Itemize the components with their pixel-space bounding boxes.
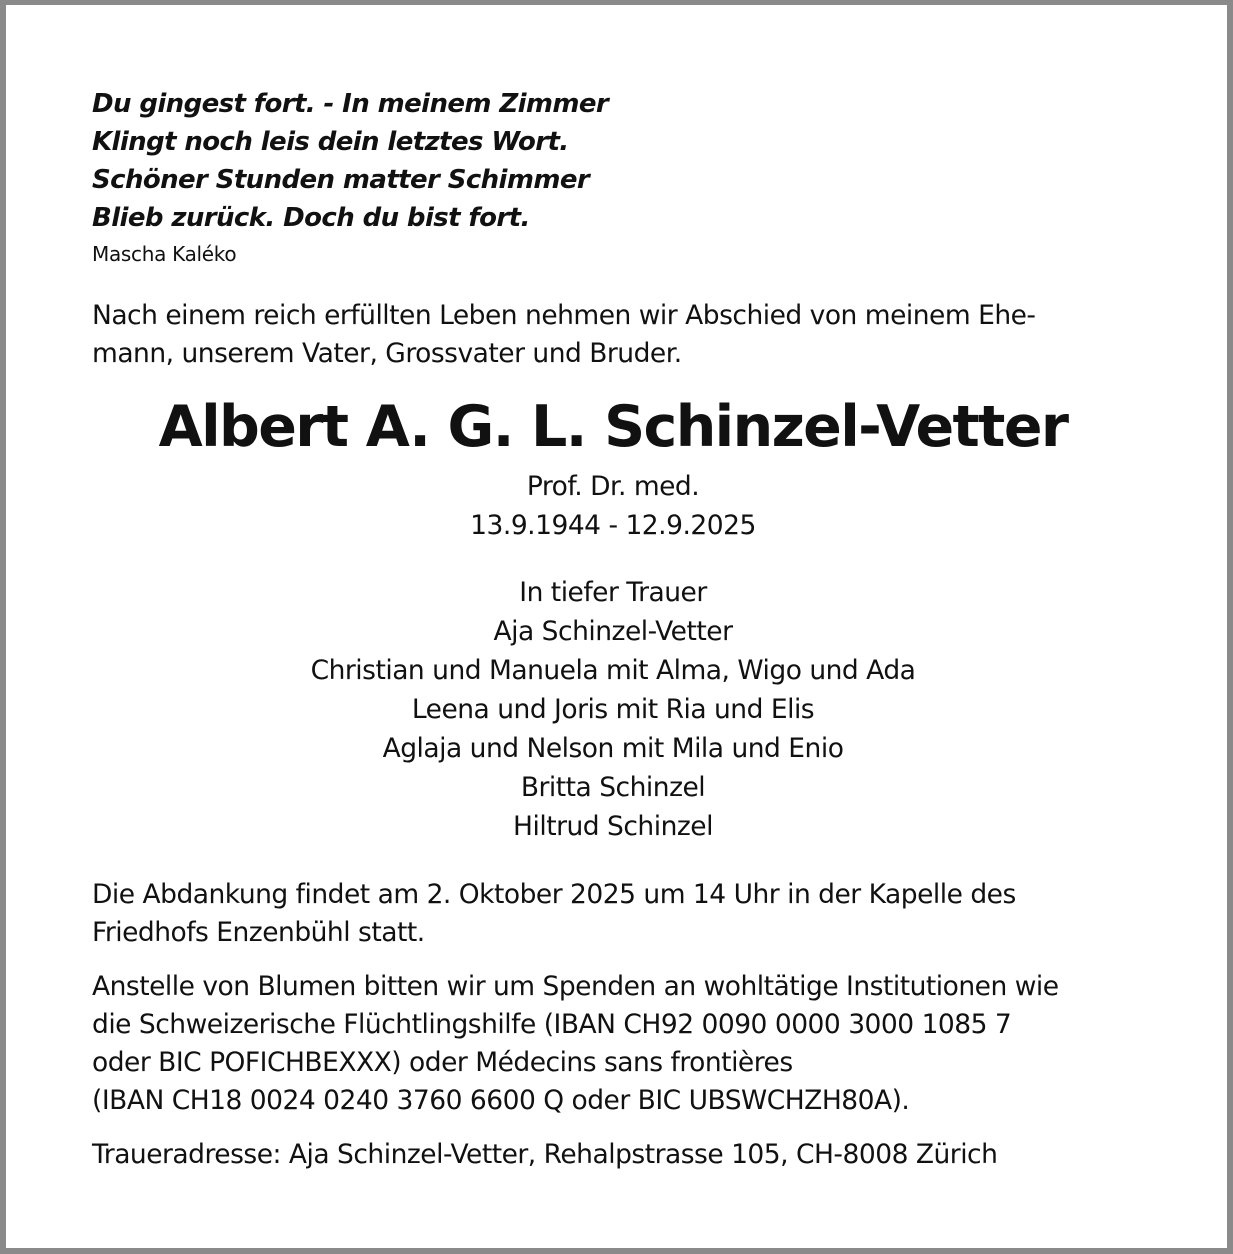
poem-line: Blieb zurück. Doch du bist fort. xyxy=(92,203,530,233)
ceremony-line: Friedhofs Enzenbühl statt. xyxy=(92,917,425,948)
intro-text xyxy=(92,297,1154,373)
poem-line: Klingt noch leis dein letztes Wort. xyxy=(92,127,569,157)
donation-line: Anstelle von Blumen bitten wir um Spenden an wohltätige Institutionen wie xyxy=(92,971,1059,1002)
mourning-address xyxy=(92,1136,1154,1174)
deceased-title: Prof. Dr. med. xyxy=(526,471,700,502)
poem-line: Du gingest fort. - In meinem Zimmer xyxy=(92,89,609,119)
mourner-name: Britta Schinzel xyxy=(520,772,706,803)
address-line: Traueradresse: Aja Schinzel-Vetter, Rehalpstrasse 105, CH-8008 Zürich xyxy=(92,1139,998,1170)
obituary-content xyxy=(92,85,1154,1174)
poem xyxy=(92,85,1154,237)
donation-notice xyxy=(92,968,1154,1120)
deceased-name: Albert A. G. L. Schinzel-Vetter xyxy=(158,394,1068,460)
donation-line: (IBAN CH18 0024 0240 3760 6600 Q oder BIC UBSWCHZH80A). xyxy=(92,1085,910,1116)
mourners-heading: In tiefer Trauer xyxy=(519,577,707,608)
mourner-name: Leena und Joris mit Ria und Elis xyxy=(411,694,815,725)
mourners-list xyxy=(72,573,1154,846)
mourner-name: Hiltrud Schinzel xyxy=(513,811,713,842)
deceased-dates: 13.9.1944 - 12.9.2025 xyxy=(470,510,756,541)
ceremony-line: Die Abdankung findet am 2. Oktober 2025 um 14 Uhr in der Kapelle des xyxy=(92,879,1016,910)
intro-line: mann, unserem Vater, Grossvater und Bruder. xyxy=(92,338,682,369)
donation-line: oder BIC POFICHBEXXX) oder Médecins sans frontières xyxy=(92,1047,793,1078)
mourner-name: Christian und Manuela mit Alma, Wigo und Ada xyxy=(310,655,916,686)
mourner-name: Aja Schinzel-Vetter xyxy=(493,616,733,647)
poem-line: Schöner Stunden matter Schimmer xyxy=(92,165,590,195)
deceased-details xyxy=(72,467,1154,545)
intro-line: Nach einem reich erfüllten Leben nehmen wir Abschied von meinem Ehe- xyxy=(92,300,1036,331)
donation-line: die Schweizerische Flüchtlingshilfe (IBAN CH92 0090 0000 3000 1085 7 xyxy=(92,1009,1012,1040)
mourner-name: Aglaja und Nelson mit Mila und Enio xyxy=(382,733,844,764)
ceremony-notice xyxy=(92,876,1154,952)
poem-author: Mascha Kaléko xyxy=(92,242,237,266)
